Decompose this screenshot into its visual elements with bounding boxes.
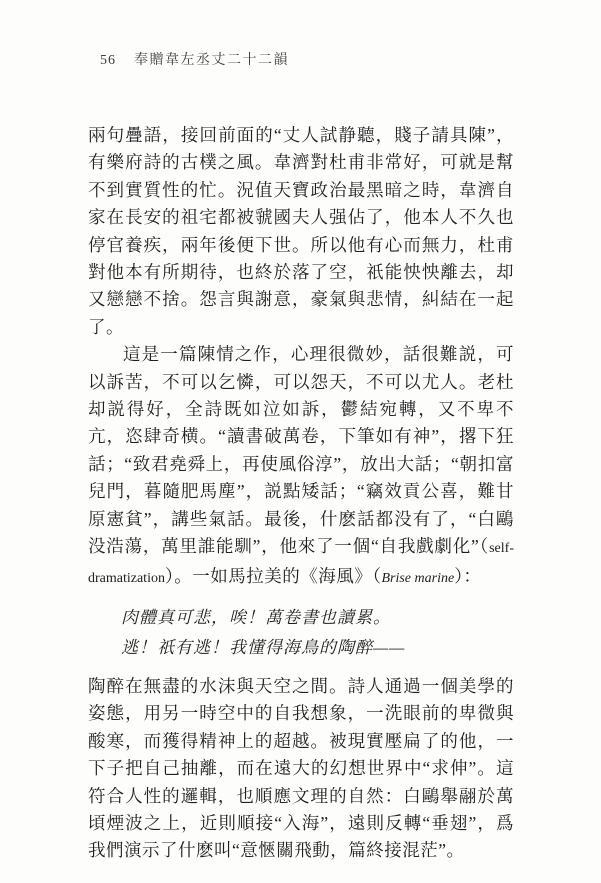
paragraph-analysis-text-2: ）。一如馬拉美的《海風》（ xyxy=(164,565,382,586)
page-number: 56 xyxy=(100,53,116,68)
verse-line-2: 逃！祇有逃！我懂得海鳥的陶醉—— xyxy=(121,637,406,657)
latin-term-self-dramatization: self-dramatization xyxy=(88,541,514,586)
verse-quote-mallarme xyxy=(88,603,514,663)
running-title: 奉贈韋左丞丈二十二韻 xyxy=(134,53,289,68)
paragraph-analysis-text-1: 這是一篇陳情之作，心理很微妙，話很難説，可以訴苦，不可以乞憐，可以怨天，不可以尤人。老杜却説得好，全詩既如泣如訴，鬱結宛轉，又不卑不亢，恣肆奇横。“讀書破萬卷，下筆如有神”，撂下狂話；“致君堯舜上，再使風俗淳”，放出大話；“朝扣富兒門，暮隨肥馬塵”，説點矮話；“竊效貢公喜，難甘原憲貧”，講些氣話。最後，什麽話都没有了，“白鷗没浩蕩，萬里誰能馴”，他來了一個“自我戲劇化”（ xyxy=(88,344,514,557)
latin-term-brise-marine: Brise marine xyxy=(381,570,455,586)
page-header xyxy=(88,52,514,70)
verse-line-1: 肉體真可悲，唉！萬卷書也讀累。 xyxy=(121,607,391,627)
text-body xyxy=(88,122,514,865)
paragraph-conclusion: 陶醉在無盡的水沫與天空之間。詩人通過一個美學的姿態，用另一時空中的自我想象，一洗眼前的卑微與酸寒，而獲得精神上的超越。被現實壓扁了的他，一下子把自己抽離，而在遠大的幻想世界中“求伸”。這符合人性的邏輯，也順應文理的自然：白鷗舉翮於萬頃煙波之上，近則順接“入海”，遠則反轉“垂翅”，爲我們演示了什麽叫“意愜關飛動，篇終接混茫”。 xyxy=(88,675,514,861)
paragraph-analysis xyxy=(88,341,514,592)
paragraph-analysis-text-3: ）： xyxy=(454,565,482,586)
paragraph-continuation: 兩句疊語，接回前面的“丈人試静聽，賤子請具陳”，有樂府詩的古樸之風。韋濟對杜甫非常好，可就是幫不到實質性的忙。況值天寶政治最黑暗之時，韋濟自家在長安的祖宅都被虢國夫人强佔了，他本人不久也停官養疾，兩年後便下世。所以他有心而無力，杜甫對他本有所期待，也終於落了空，祇能怏怏離去，却又戀戀不捨。怨言與謝意，豪氣與悲情，糾結在一起了。 xyxy=(88,125,514,337)
